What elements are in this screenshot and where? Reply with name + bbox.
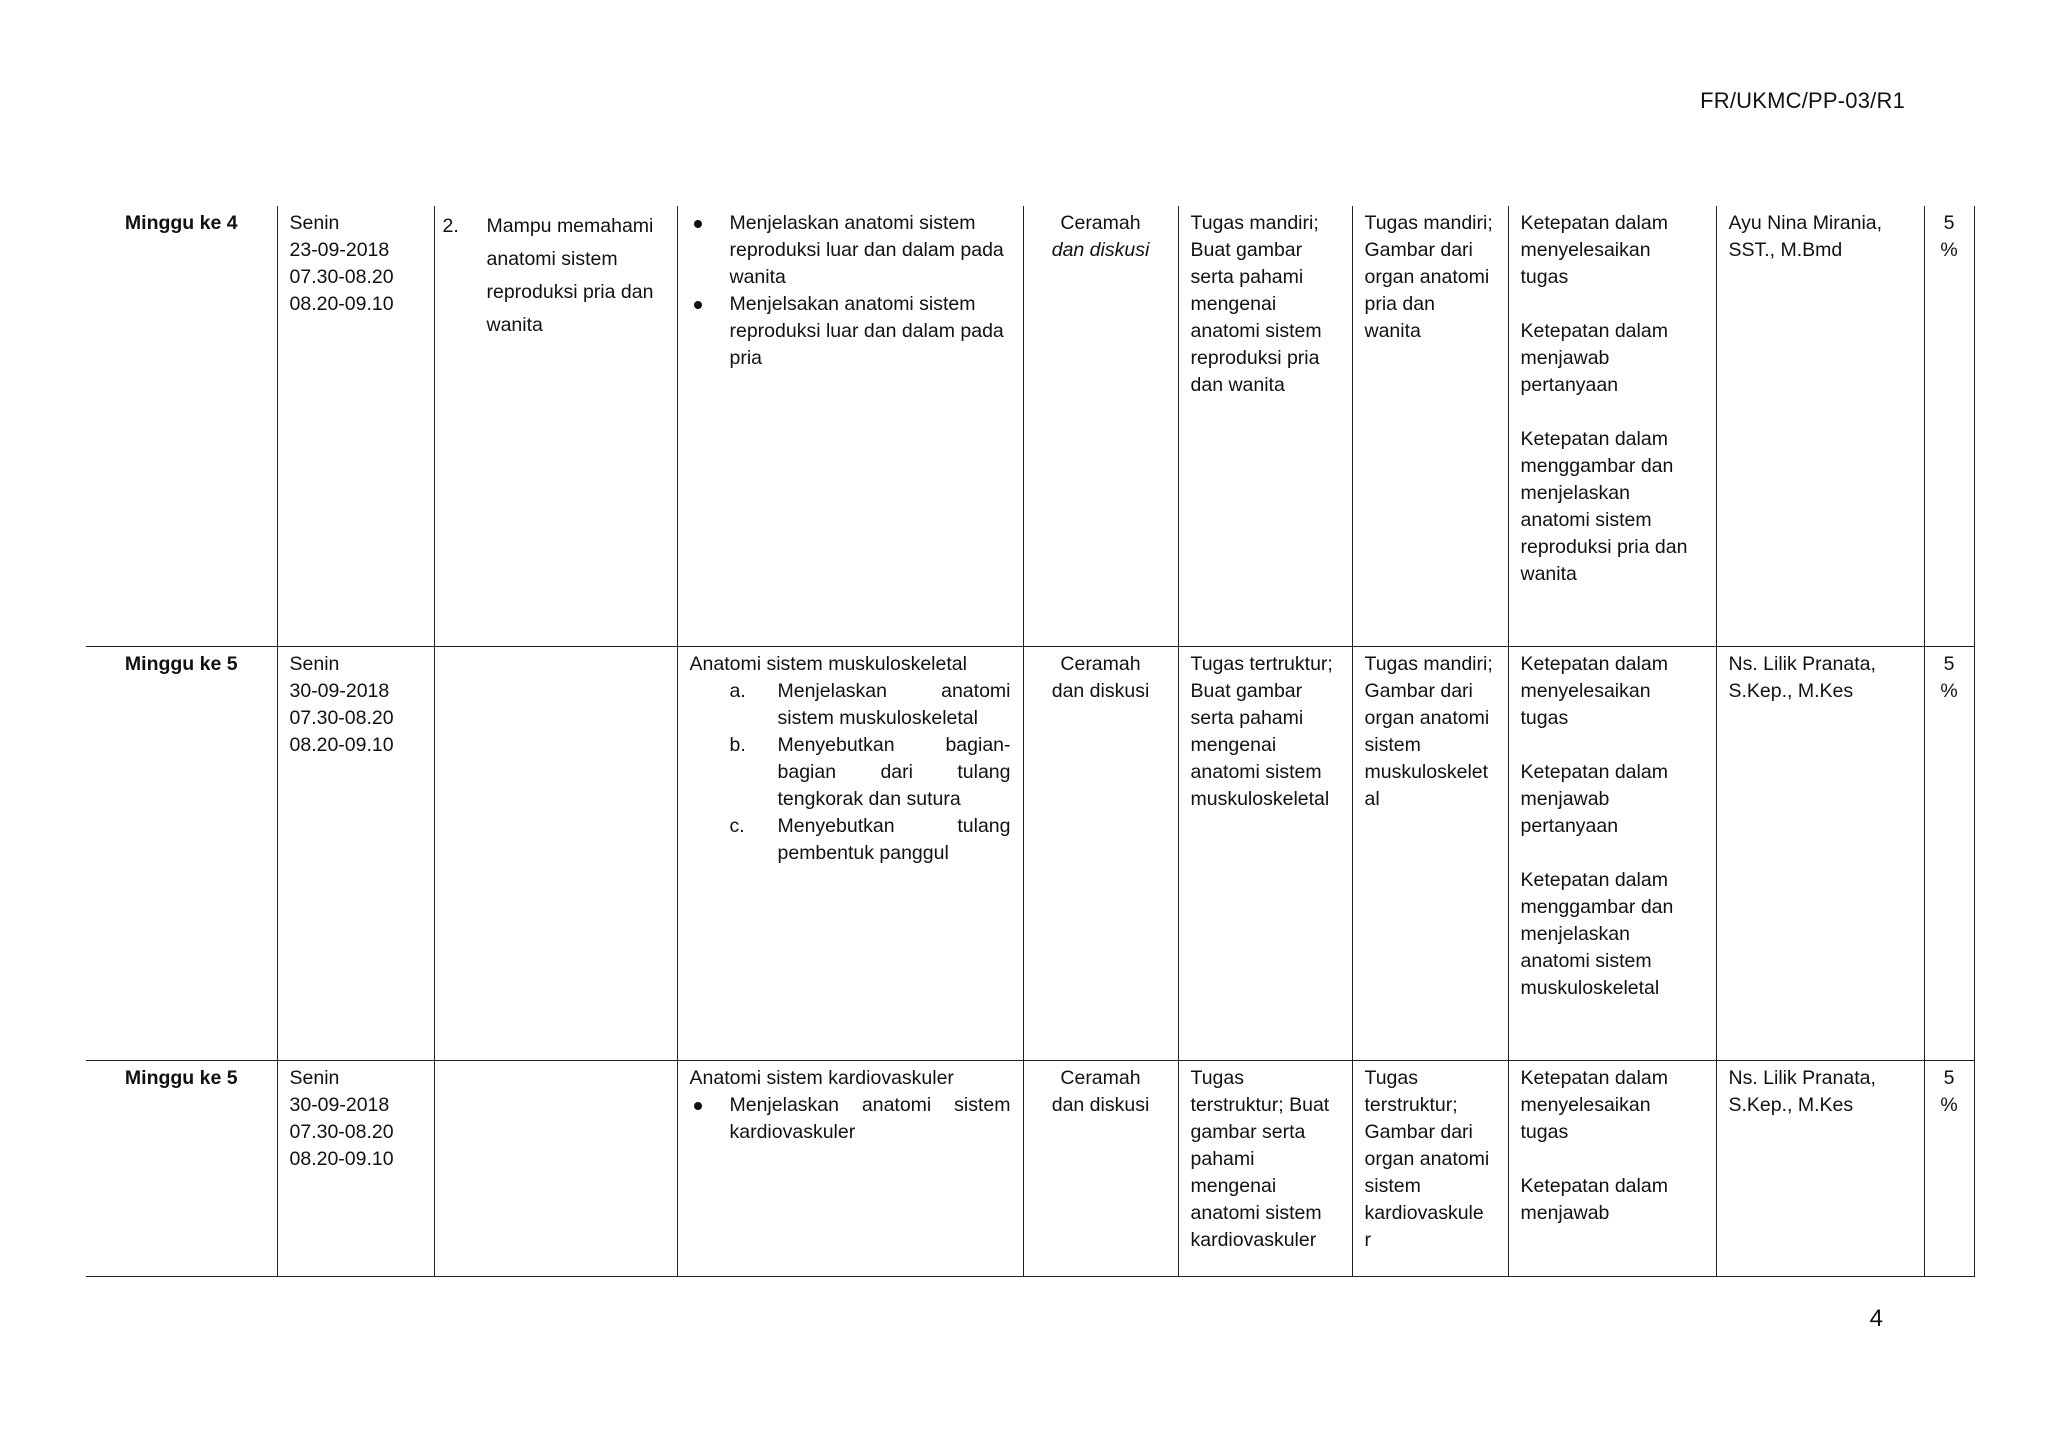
schedule-date: 30-09-2018 <box>289 679 390 702</box>
competency-cell <box>434 206 677 646</box>
criteria-item: Ketepatan dalam menyelesaikan tugas <box>1520 1066 1668 1143</box>
weight-unit: % <box>1940 1093 1958 1116</box>
table-row <box>86 206 1974 646</box>
method-text: Ceramah <box>1060 652 1141 675</box>
lecturer-cell: Ayu Nina Mirania, SST., M.Bmd <box>1716 206 1924 646</box>
output-cell: Tugas mandiri; Gambar dari organ anatomi sistem muskuloskelet al <box>1352 646 1508 1060</box>
method-cell <box>1023 1060 1178 1276</box>
material-lettered-list <box>690 678 1011 867</box>
list-item-text: Menyebutkan bagian-bagian dari tulang tengkorak dan sutura <box>777 733 1011 810</box>
schedule-cell <box>277 1060 434 1276</box>
schedule-day: Senin <box>289 1066 340 1089</box>
weight-cell <box>1924 646 1974 1060</box>
material-bullet-list <box>690 210 1011 372</box>
task-cell: Tugas terstruktur; Buat gambar serta pahami mengenai anatomi sistem kardiovaskuler <box>1178 1060 1352 1276</box>
list-item <box>730 732 1011 813</box>
output-cell: Tugas terstruktur; Gambar dari organ anatomi sistem kardiovaskule r <box>1352 1060 1508 1276</box>
weight-cell <box>1924 1060 1974 1276</box>
list-marker: b. <box>729 733 746 756</box>
method-text: dan diskusi <box>1051 679 1150 702</box>
list-item: Menjelaskan anatomi sistem kardiovaskuler <box>690 1092 1011 1146</box>
method-cell <box>1023 206 1178 646</box>
material-title: Anatomi sistem muskuloskeletal <box>689 652 967 675</box>
competency-cell <box>434 646 677 1060</box>
weight-unit: % <box>1940 239 1958 261</box>
schedule-cell <box>277 206 434 646</box>
schedule-cell <box>277 646 434 1060</box>
table-row <box>86 646 1974 1060</box>
task-cell: Tugas tertruktur; Buat gambar serta pahami mengenai anatomi sistem muskuloskeletal <box>1178 646 1352 1060</box>
schedule-date: 23-09-2018 <box>289 239 390 261</box>
criteria-item: Ketepatan dalam menyelesaikan tugas <box>1520 212 1668 288</box>
weight-value: 5 <box>1943 652 1955 675</box>
weight-value: 5 <box>1943 212 1955 234</box>
criteria-item: Ketepatan dalam menyelesaikan tugas <box>1520 652 1668 729</box>
list-marker: c. <box>729 814 745 837</box>
criteria-cell <box>1508 646 1716 1060</box>
schedule-time: 07.30-08.20 <box>289 706 394 729</box>
schedule-time: 07.30-08.20 <box>289 1120 394 1143</box>
list-item: Menjelaskan anatomi sistem reproduksi luar dan dalam pada wanita <box>690 210 1011 291</box>
task-cell: Tugas mandiri; Buat gambar serta pahami mengenai anatomi sistem reproduksi pria dan wanita <box>1178 206 1352 646</box>
criteria-item: Ketepatan dalam menjawab <box>1520 1174 1668 1224</box>
output-cell: Tugas mandiri; Gambar dari organ anatomi pria dan wanita <box>1352 206 1508 646</box>
list-item: Menjelsakan anatomi sistem reproduksi luar dan dalam pada pria <box>690 291 1011 372</box>
criteria-item: Ketepatan dalam menggambar dan menjelaskan anatomi sistem muskuloskeletal <box>1520 868 1674 999</box>
list-item <box>730 678 1011 732</box>
method-text: dan diskusi <box>1051 1093 1150 1116</box>
method-cell <box>1023 646 1178 1060</box>
material-bullet-list <box>690 1092 1011 1146</box>
method-text: dan diskusi <box>1051 239 1150 261</box>
material-cell <box>677 646 1023 1060</box>
criteria-item: Ketepatan dalam menggambar dan menjelaskan anatomi sistem reproduksi pria dan wanita <box>1520 428 1688 585</box>
document-code: FR/UKMC/PP-03/R1 <box>1700 88 1905 113</box>
schedule-time: 08.20-09.10 <box>289 293 394 315</box>
schedule-time: 08.20-09.10 <box>289 733 394 756</box>
list-item-text: Menyebutkan tulang pembentuk panggul <box>777 814 1011 864</box>
week-cell: Minggu ke 4 <box>86 206 277 646</box>
schedule-date: 30-09-2018 <box>289 1093 390 1116</box>
criteria-cell <box>1508 206 1716 646</box>
method-text: Ceramah <box>1060 212 1141 234</box>
competency-number: 2. <box>442 215 459 237</box>
list-item <box>730 813 1011 867</box>
week-cell: Minggu ke 5 <box>86 646 277 1060</box>
course-schedule-table <box>86 206 1975 1277</box>
lecturer-cell: Ns. Lilik Pranata, S.Kep., M.Kes <box>1716 646 1924 1060</box>
list-marker: a. <box>729 679 746 702</box>
table-row <box>86 1060 1974 1276</box>
method-text: Ceramah <box>1060 1066 1141 1089</box>
weight-value: 5 <box>1943 1066 1955 1089</box>
list-item-text: Menjelaskan anatomi sistem muskuloskeletal <box>777 679 1011 729</box>
schedule-time: 07.30-08.20 <box>289 266 394 288</box>
schedule-day: Senin <box>289 212 340 234</box>
material-title: Anatomi sistem kardiovaskuler <box>689 1066 954 1089</box>
weight-cell <box>1924 206 1974 646</box>
schedule-time: 08.20-09.10 <box>289 1147 394 1170</box>
competency-cell <box>434 1060 677 1276</box>
criteria-item: Ketepatan dalam menjawab pertanyaan <box>1520 760 1668 837</box>
weight-unit: % <box>1940 679 1958 702</box>
criteria-item: Ketepatan dalam menjawab pertanyaan <box>1520 320 1668 396</box>
competency-text: Mampu memahami anatomi sistem reproduksi pria dan wanita <box>486 215 654 336</box>
page-number: 4 <box>1869 1305 1883 1332</box>
schedule-day: Senin <box>289 652 340 675</box>
lecturer-cell: Ns. Lilik Pranata, S.Kep., M.Kes <box>1716 1060 1924 1276</box>
criteria-cell <box>1508 1060 1716 1276</box>
material-cell <box>677 206 1023 646</box>
week-cell: Minggu ke 5 <box>86 1060 277 1276</box>
material-cell <box>677 1060 1023 1276</box>
